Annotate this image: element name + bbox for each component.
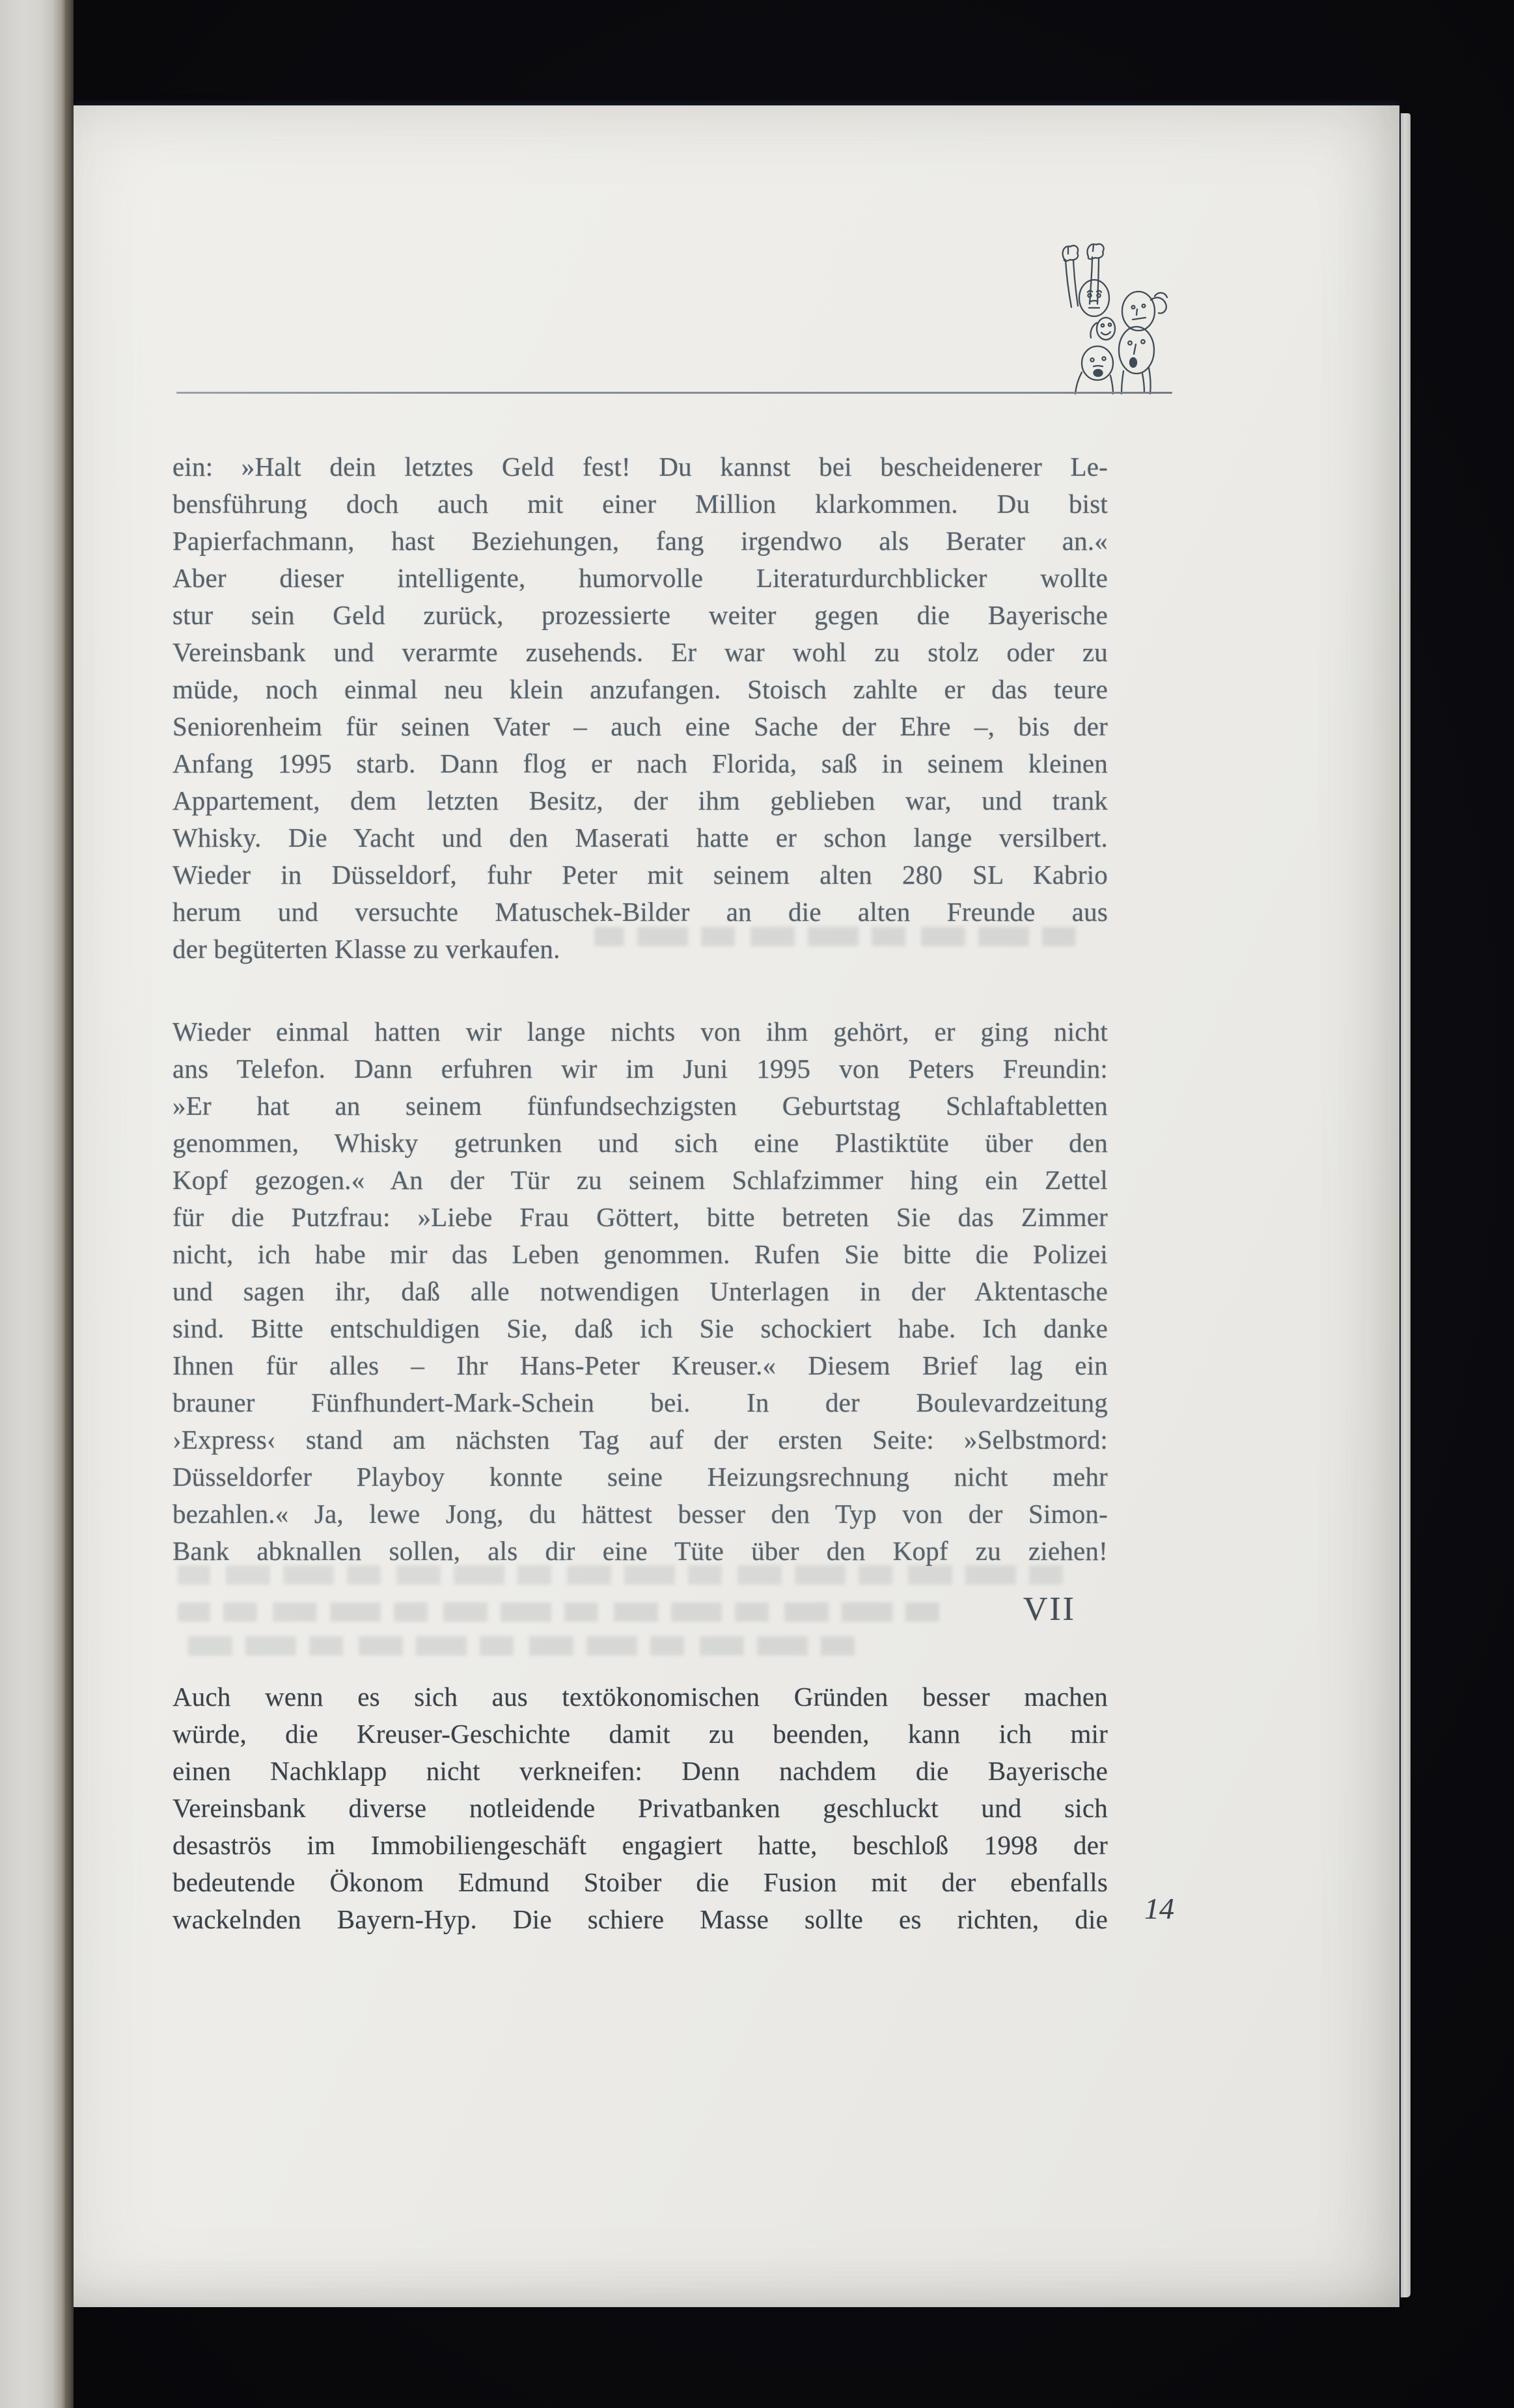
text-line: brauner Fünfhundert-Mark-Schein bei. In der Boulevardzeitung bbox=[172, 1388, 1108, 1417]
showthrough-ghost-line bbox=[178, 1565, 1063, 1585]
text-line: desaströs im Immobiliengeschäft engagiert hatte, beschloß 1998 der bbox=[172, 1830, 1108, 1860]
text-line: und sagen ihr, daß alle notwendigen Unterlagen in der Aktentasche bbox=[172, 1276, 1108, 1306]
underlying-page-edge bbox=[1401, 113, 1411, 2297]
text-line: würde, die Kreuser-Geschichte damit zu beenden, kann ich mir bbox=[172, 1719, 1108, 1749]
text-line: ans Telefon. Dann erfuhren wir im Juni 1995 von Peters Freundin: bbox=[172, 1054, 1108, 1084]
text-line: bezahlen.« Ja, lewe Jong, du hättest besser den Typ von der Simon- bbox=[172, 1499, 1108, 1529]
text-line: Appartement, dem letzten Besitz, der ihm geblieben war, und trank bbox=[172, 786, 1108, 815]
text-line: für die Putzfrau: »Liebe Frau Göttert, bitte betreten Sie das Zimmer bbox=[172, 1202, 1108, 1232]
text-line: Wieder einmal hatten wir lange nichts von ihm gehört, er ging nicht bbox=[172, 1017, 1108, 1047]
text-line: Aber dieser intelligente, humorvolle Literaturdurchblicker wollte bbox=[172, 563, 1108, 593]
text-line: ›Express‹ stand am nächsten Tag auf der ersten Seite: »Selbstmord: bbox=[172, 1425, 1108, 1455]
text-line: müde, noch einmal neu klein anzufangen. Stoisch zahlte er das teure bbox=[172, 674, 1108, 704]
text-line: Bank abknallen sollen, als dir eine Tüte über den Kopf zu ziehen! bbox=[172, 1536, 1108, 1566]
text-line: Wieder in Düsseldorf, fuhr Peter mit seinem alten 280 SL Kabrio bbox=[172, 860, 1108, 890]
text-line: Vereinsbank diverse notleidende Privatbanken geschluckt und sich bbox=[172, 1793, 1108, 1823]
text-line: Vereinsbank und verarmte zusehends. Er war wohl zu stolz oder zu bbox=[172, 637, 1108, 667]
chapter-head-rule bbox=[176, 392, 1172, 394]
text-line: Ihnen für alles – Ihr Hans-Peter Kreuser.« Diesem Brief lag ein bbox=[172, 1350, 1108, 1380]
section-heading: VII bbox=[1023, 1591, 1076, 1628]
text-line: genommen, Whisky getrunken und sich eine Plastiktüte über den bbox=[172, 1128, 1108, 1158]
text-line: Kopf gezogen.« An der Tür zu seinem Schlafzimmer hing ein Zettel bbox=[172, 1165, 1108, 1195]
showthrough-ghost-line bbox=[594, 927, 1076, 946]
text-line: Seniorenheim für seinen Vater – auch eine Sache der Ehre –, bis der bbox=[172, 711, 1108, 741]
crowd-faces-sketch-illustration bbox=[1047, 239, 1174, 395]
body-paragraph-1 bbox=[172, 448, 1108, 968]
book-page bbox=[74, 105, 1399, 2307]
text-line: Auch wenn es sich aus textökonomischen Gründen besser machen bbox=[172, 1682, 1108, 1712]
page-edge-shadow bbox=[65, 0, 74, 2408]
text-line: der begüterten Klasse zu verkaufen. bbox=[172, 934, 560, 964]
text-line: Anfang 1995 starb. Dann flog er nach Florida, saß in seinem kleinen bbox=[172, 748, 1108, 778]
showthrough-ghost-line bbox=[178, 1636, 855, 1656]
text-line: Düsseldorfer Playboy konnte seine Heizungsrechnung nicht mehr bbox=[172, 1462, 1108, 1492]
text-line: Papierfachmann, hast Beziehungen, fang irgendwo als Berater an.« bbox=[172, 526, 1108, 556]
page-number: 14 bbox=[1144, 1892, 1174, 1925]
text-line: Whisky. Die Yacht und den Maserati hatte er schon lange versilbert. bbox=[172, 823, 1108, 853]
body-paragraph-2 bbox=[172, 1013, 1108, 1570]
text-line: einen Nachklapp nicht verkneifen: Denn nachdem die Bayerische bbox=[172, 1756, 1108, 1786]
text-line: stur sein Geld zurück, prozessierte weiter gegen die Bayerische bbox=[172, 600, 1108, 630]
body-paragraph-3 bbox=[172, 1678, 1108, 1938]
text-line: wackelnden Bayern-Hyp. Die schiere Masse sollte es richten, die bbox=[172, 1904, 1108, 1934]
text-line: sind. Bitte entschuldigen Sie, daß ich Sie schockiert habe. Ich danke bbox=[172, 1313, 1108, 1343]
page-edge-stack bbox=[0, 0, 65, 2408]
text-line: bedeutende Ökonom Edmund Stoiber die Fusion mit der ebenfalls bbox=[172, 1867, 1108, 1897]
text-line: nicht, ich habe mir das Leben genommen. Rufen Sie bitte die Polizei bbox=[172, 1239, 1108, 1269]
text-line: ein: »Halt dein letztes Geld fest! Du kannst bei bescheidenerer Le- bbox=[172, 452, 1108, 482]
text-line: herum und versuchte Matuschek-Bilder an die alten Freunde aus bbox=[172, 897, 1108, 927]
showthrough-ghost-line bbox=[178, 1602, 939, 1622]
text-line: »Er hat an seinem fünfundsechzigsten Geburtstag Schlaftabletten bbox=[172, 1091, 1108, 1121]
text-line: bensführung doch auch mit einer Million klarkommen. Du bist bbox=[172, 489, 1108, 519]
